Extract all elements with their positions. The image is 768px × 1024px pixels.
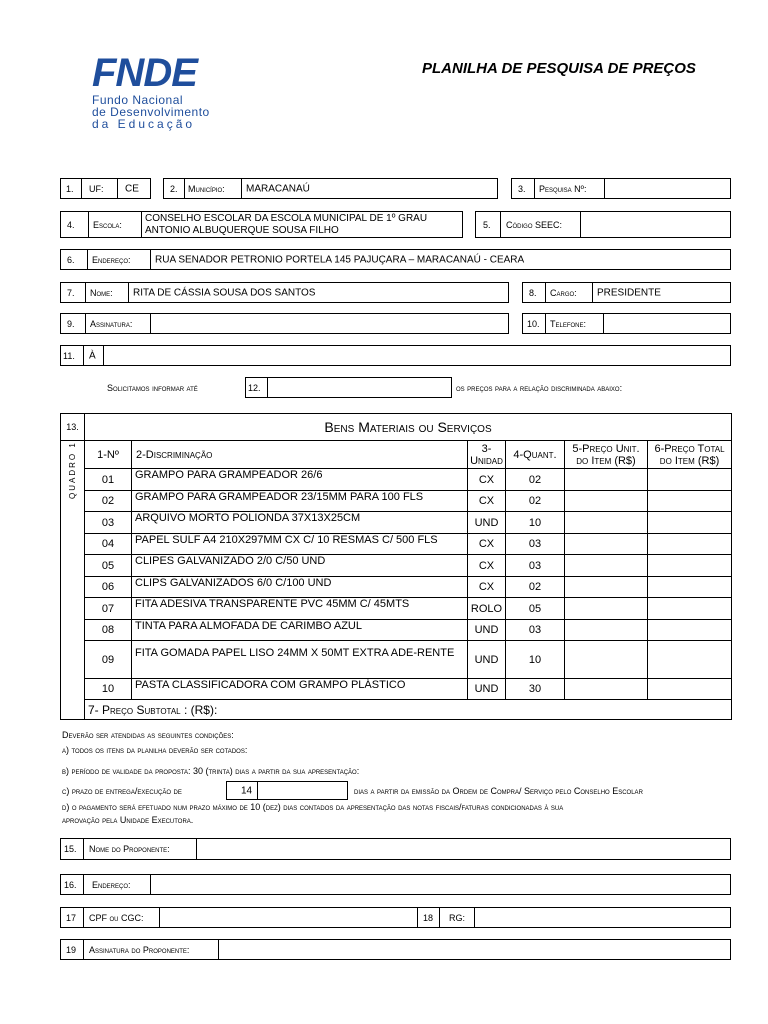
table-row: 01 GRAMPO PARA GRAMPEADOR 26/6 CX 02 <box>61 469 732 491</box>
preco-unit-cell[interactable] <box>565 598 648 620</box>
condition-b: b) período de validade da proposta: 30 (trinta) dias a partir da sua apresentação: <box>62 766 360 776</box>
field-number: 6. <box>67 254 75 265</box>
escola-value-line-2: ANTONIO ALBUQUERQUE SOUSA FILHO <box>145 225 339 236</box>
logo-line-1: Fundo Nacional <box>92 93 184 107</box>
section-number: 13. <box>61 414 85 441</box>
field-number: 12. <box>248 382 261 393</box>
header-numero: 1-Nº <box>85 441 132 469</box>
escola-field[interactable] <box>60 211 463 238</box>
endereco-proponente-label: Endereço: <box>92 879 131 890</box>
endereco-proponente-field[interactable] <box>60 874 731 895</box>
preco-total-cell[interactable] <box>648 577 732 598</box>
field-number: 15. <box>64 844 77 854</box>
header-preco-unit: 5-Preço Unit. do Item (R$) <box>565 441 648 469</box>
preco-unit-cell[interactable] <box>565 620 648 641</box>
header-discriminacao: 2-Discriminação <box>132 441 468 469</box>
preco-total-cell[interactable] <box>648 620 732 641</box>
field-number: 2. <box>170 183 178 194</box>
nome-value: RITA DE CÁSSIA SOUSA DOS SANTOS <box>133 287 316 298</box>
assinatura-label: Assinatura: <box>90 318 133 329</box>
uf-label: UF: <box>89 183 104 194</box>
field-number: 5. <box>483 219 491 230</box>
table-row: 07 FITA ADESIVA TRANSPARENTE PVC 45MM C/ 45MTS ROLO 05 <box>61 598 732 620</box>
municipio-value: MARACANAÚ <box>246 183 310 194</box>
assinatura-proponente-field[interactable] <box>60 939 731 960</box>
destinatario-field[interactable] <box>60 345 731 366</box>
fnde-logo <box>92 52 210 130</box>
header-preco-total: 6-Preço Total do Item (R$) <box>648 441 732 469</box>
preco-total-cell[interactable] <box>648 512 732 534</box>
cargo-value: PRESIDENTE <box>597 287 661 298</box>
municipio-field[interactable] <box>163 178 498 199</box>
preco-total-cell[interactable] <box>648 598 732 620</box>
table-row: 06 CLIPS GALVANIZADOS 6/0 C/100 UND CX 02 <box>61 577 732 598</box>
table-row: 10 PASTA CLASSIFICADORA COM GRAMPO PLÁSTICO UND 30 <box>61 679 732 700</box>
nome-label: Nome: <box>90 287 113 298</box>
table-row: 05 CLIPES GALVANIZADO 2/0 C/50 UND CX 03 <box>61 555 732 577</box>
preco-total-cell[interactable] <box>648 641 732 679</box>
nome-proponente-label: Nome do Proponente: <box>89 844 170 854</box>
uf-value: CE <box>125 183 139 194</box>
preco-total-cell[interactable] <box>648 534 732 555</box>
field-number: 11. <box>63 350 75 361</box>
assinatura-field[interactable] <box>60 313 509 334</box>
preco-unit-cell[interactable] <box>565 512 648 534</box>
codigo-seec-field[interactable] <box>475 211 731 238</box>
preco-unit-cell[interactable] <box>565 469 648 491</box>
condition-a: a) todos os itens da planilha deverão ser cotados: <box>62 745 248 755</box>
preco-total-cell[interactable] <box>648 555 732 577</box>
field-number: 10. <box>527 318 540 329</box>
cpf-cgc-label: CPF ou CGC: <box>89 912 144 923</box>
endereco-field[interactable] <box>60 249 731 270</box>
telefone-label: Telefone: <box>550 318 587 329</box>
cargo-field[interactable] <box>522 282 731 303</box>
prazo-informar-field[interactable] <box>245 377 452 398</box>
escola-value-line-1: CONSELHO ESCOLAR DA ESCOLA MUNICIPAL DE 1º GRAU <box>145 213 428 224</box>
telefone-field[interactable] <box>522 313 731 334</box>
preco-unit-cell[interactable] <box>565 491 648 512</box>
pesquisa-label: Pesquisa Nº: <box>539 183 587 194</box>
destinatario-label: À <box>89 350 96 361</box>
page-title: PLANILHA DE PESQUISA DE PREÇOS <box>422 60 696 77</box>
subtotal-label: 7- Preço Subtotal : (R$): <box>85 700 732 720</box>
uf-field[interactable] <box>60 178 151 199</box>
field-number: 1. <box>66 183 74 194</box>
solicitamos-prefix: Solicitamos informar até <box>107 383 198 393</box>
assinatura-proponente-label: Assinatura do Proponente: <box>89 944 190 955</box>
field-number: 4. <box>67 219 75 230</box>
table-row: 04 PAPEL SULF A4 210X297MM CX C/ 10 RESMAS C/ 500 FLS CX 03 <box>61 534 732 555</box>
condition-d-line-1: d) o pagamento será efetuado num prazo máximo de 10 (dez) dias contados da apresentação das notas fiscais/faturas condicionadas à sua <box>62 802 564 812</box>
field-number: 3. <box>518 183 526 194</box>
endereco-label: Endereço: <box>92 254 131 265</box>
pesquisa-field[interactable] <box>511 178 731 199</box>
prazo-entrega-value: 14 <box>241 785 253 796</box>
rg-label: RG: <box>449 912 466 923</box>
preco-total-cell[interactable] <box>648 679 732 700</box>
preco-unit-cell[interactable] <box>565 679 648 700</box>
field-number: 7. <box>67 287 75 298</box>
preco-unit-cell[interactable] <box>565 555 648 577</box>
field-number: 18 <box>423 912 434 923</box>
table-row: 03 ARQUIVO MORTO POLIONDA 37X13X25CM UND 10 <box>61 512 732 534</box>
header-quantidade: 4-Quant. <box>506 441 565 469</box>
logo-line-2: de Desenvolvimento <box>92 105 210 119</box>
table-row: 09 FITA GOMADA PAPEL LISO 24MM X 50MT EXTRA ADE-RENTE UND 10 <box>61 641 732 679</box>
preco-unit-cell[interactable] <box>565 577 648 598</box>
section-title: Bens Materiais ou Serviços <box>85 414 732 441</box>
condition-c-prefix: c) prazo de entrega/execução de <box>62 786 182 796</box>
items-table <box>60 413 732 720</box>
table-row: 08 TINTA PARA ALMOFADA DE CARIMBO AZUL UND 03 <box>61 620 732 641</box>
escola-label: Escola: <box>93 219 122 230</box>
preco-unit-cell[interactable] <box>565 534 648 555</box>
logo-line-3: da Educação <box>92 117 196 131</box>
table-row: 02 GRAMPO PARA GRAMPEADOR 23/15MM PARA 100 FLS CX 02 <box>61 491 732 512</box>
solicitamos-suffix: os preços para a relação discriminada abaixo: <box>456 383 623 393</box>
preco-total-cell[interactable] <box>648 469 732 491</box>
condition-c-suffix: dias a partir da emissão da Ordem de Compra/ Serviço pelo Conselho Escolar <box>354 786 643 796</box>
logo-brand: FNDE <box>92 51 197 95</box>
field-number: 16. <box>64 879 77 890</box>
field-number: 9. <box>67 318 75 329</box>
endereco-value: RUA SENADOR PETRONIO PORTELA 145 PAJUÇARA – MARACANAÚ - CEARA <box>155 254 525 265</box>
condition-d-line-2: aprovação pela Unidade Executora. <box>62 815 194 825</box>
nome-field[interactable] <box>60 282 509 303</box>
field-number: 19 <box>66 944 77 955</box>
prazo-entrega-field[interactable] <box>226 781 348 800</box>
preco-total-cell[interactable] <box>648 491 732 512</box>
codigo-seec-label: Código SEEC: <box>506 219 563 230</box>
municipio-label: Município: <box>188 183 225 194</box>
quadro-side-label: QUADRO 1 <box>61 441 85 720</box>
preco-unit-cell[interactable] <box>565 641 648 679</box>
cpf-cgc-field[interactable] <box>60 907 731 928</box>
cargo-label: Cargo: <box>550 287 577 298</box>
field-number: 8. <box>529 287 537 298</box>
nome-proponente-field[interactable] <box>60 838 731 860</box>
header-unidade: 3-Unidad <box>468 441 506 469</box>
conditions-intro: Deverão ser atendidas as seguintes condições: <box>62 730 234 740</box>
field-number: 17 <box>66 912 77 923</box>
